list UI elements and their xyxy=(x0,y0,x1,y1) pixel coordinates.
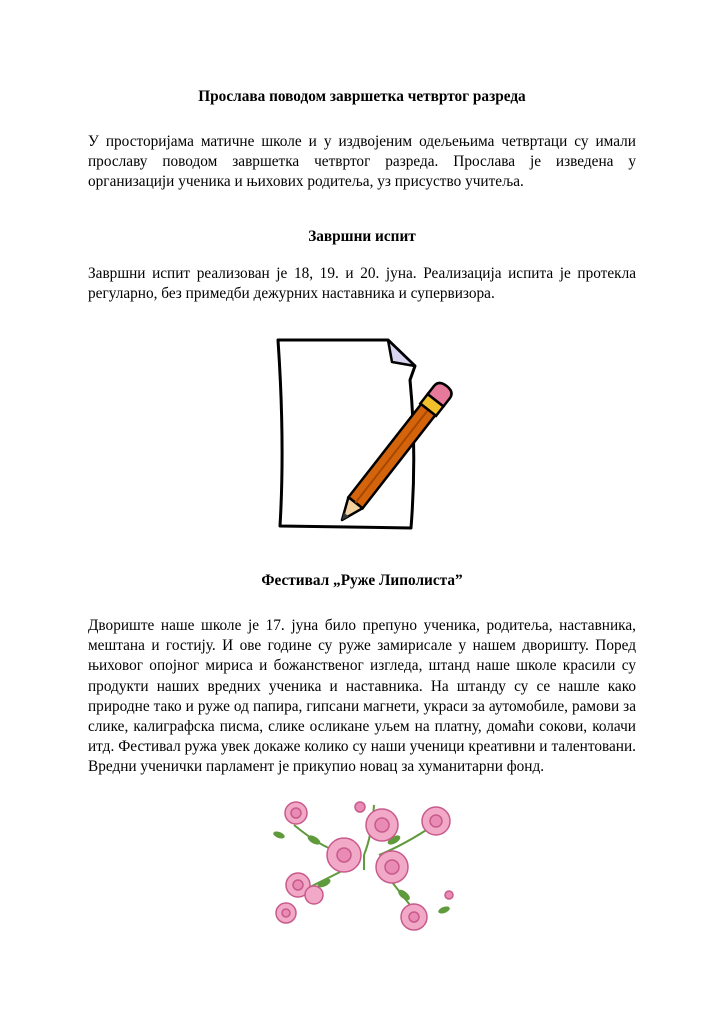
paragraph-celebration: У просторијама матичне школе и у издвојеним одељењима четвртаци су имали прославу поводом завршетка четвртог разреда. Прослава је изведена у организацији ученика и њихових родитеља, уз присуство учитеља. xyxy=(88,133,636,191)
paragraph-festival: Двориште наше школе је 17. јуна било препуно ученика, родитеља, наставника, мештана и гостију. И ове године су руже замирисале у нашем дворишту. Поред њиховог опојног мириса и божанственог изгледа, штанд наше школе красили су продукти наших вредних ученика и наставника. На штанду су се нашле како природне тако и руже од папира, гипсани магнети, украси за аутомобиле, рамови за слике, калиграфска писма, слике осликане уљем на платну, домаћи сокови, колачи итд. Фестивал ружа увек докаже колико су наши ученици креативни и талентовани. Вредни ученички парламент је прикупио новац за хуманитарни фонд. xyxy=(88,617,636,776)
section-title-festival: Фестивал „Руже Липолиста” xyxy=(261,572,463,589)
paragraph-final-exam: Завршни испит реализован је 18, 19. и 20. јуна. Реализација испита је протекла регуларно, без примедби дежурних наставника и супервизора. xyxy=(88,265,636,303)
paper-pencil-illustration xyxy=(270,332,460,532)
roses-illustration xyxy=(264,795,464,945)
section-title-celebration: Прослава поводом завршетка четвртог разреда xyxy=(198,88,526,105)
section-title-final-exam: Завршни испит xyxy=(308,228,416,245)
